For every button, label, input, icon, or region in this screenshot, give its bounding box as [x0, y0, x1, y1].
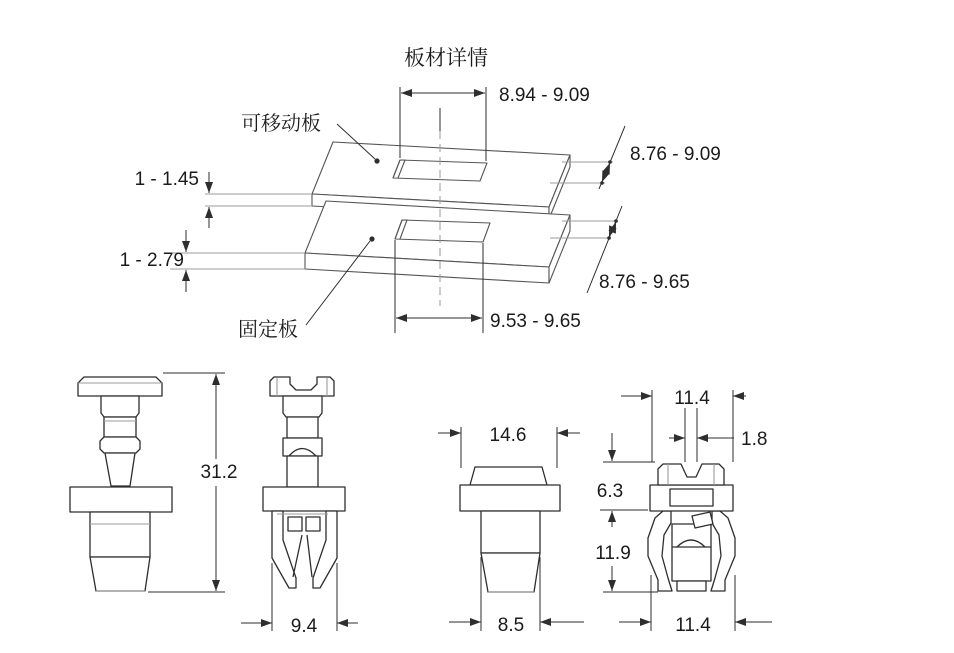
- grommet-body: [481, 511, 540, 553]
- pin-flange: [263, 487, 345, 511]
- fastener-clip-view: [595, 388, 772, 636]
- dim-overall-height: [148, 373, 237, 592]
- pin-mid-section: [104, 417, 136, 437]
- clip-leg-left: [648, 511, 672, 591]
- dim-label: 14.6: [489, 425, 527, 446]
- pin-lower-body: [287, 456, 318, 487]
- dim-label: 8.94 - 9.09: [499, 85, 590, 106]
- leg-inner-edge: [307, 535, 312, 577]
- dim-clip-top-width: [621, 388, 746, 462]
- dim-label: 6.3: [596, 481, 624, 502]
- dim-label: 1 - 2.79: [119, 250, 184, 271]
- pin-ring: [283, 438, 322, 456]
- leader-dot: [369, 236, 374, 241]
- dimension-arrow: [602, 172, 606, 182]
- panel-detail-drawing: [120, 47, 721, 341]
- fastener-side-view: [241, 377, 358, 637]
- clip-bottom-bar: [677, 581, 706, 591]
- pin-slotted-head: [270, 377, 334, 396]
- dim-label: 1.8: [741, 429, 768, 450]
- dim-movable-plate-width: [550, 126, 721, 189]
- leader-dot: [374, 158, 379, 163]
- fixed-plate-label: 固定板: [238, 319, 298, 341]
- movable-plate-label: 可移动板: [241, 113, 321, 135]
- dim-flange-width: [438, 425, 580, 468]
- dim-label: 1 - 1.45: [134, 169, 199, 190]
- dimension-dot: [608, 160, 612, 164]
- grommet-flange: [460, 485, 560, 511]
- clip-flange-window: [670, 489, 713, 506]
- grommet-foot: [481, 553, 540, 592]
- pin-mid-section: [287, 417, 318, 438]
- fastener-front-view: [70, 373, 237, 592]
- dim-leg-span: [241, 563, 358, 637]
- dim-label: 11.9: [595, 543, 631, 564]
- fixed-plate-hole: [395, 220, 490, 242]
- dim-clip-head-height: [597, 433, 655, 527]
- clip-window-left: [288, 517, 302, 531]
- dimension-arrow: [606, 163, 610, 173]
- dim-label: 9.4: [290, 616, 318, 637]
- dim-label: 11.4: [674, 388, 710, 409]
- fastener-grommet-view: [438, 425, 584, 636]
- dim-label: 31.2: [200, 462, 238, 483]
- dimension-dot: [607, 236, 611, 240]
- pin-neck: [283, 396, 322, 417]
- dim-clip-slot-width: [669, 408, 767, 462]
- panel-detail-title: 板材详情: [404, 47, 488, 70]
- clip-window-right: [306, 517, 320, 531]
- pin-cone: [105, 453, 135, 486]
- dim-movable-plate-thickness: [135, 169, 312, 228]
- pin-neck: [101, 396, 139, 417]
- leg-inner-edge: [293, 535, 302, 577]
- clip-leg-right: [711, 511, 735, 591]
- pin-head: [78, 377, 162, 396]
- dim-label: 8.76 - 9.65: [599, 272, 690, 293]
- dim-fixed-plate-thickness: [120, 230, 305, 292]
- pin-foot: [90, 557, 150, 591]
- dim-label: 11.4: [675, 615, 711, 636]
- grommet-dome: [470, 467, 547, 485]
- dim-fixed-plate-width: [550, 206, 690, 293]
- dim-label: 8.76 - 9.09: [630, 144, 721, 165]
- dim-label: 9.53 - 9.65: [490, 311, 581, 332]
- dim-label: 8.5: [497, 615, 525, 636]
- pin-ring: [100, 437, 140, 453]
- fixed-plate: [305, 201, 570, 283]
- dimension-dot: [614, 219, 618, 223]
- dimension-dot: [600, 181, 604, 185]
- pin-flange: [70, 487, 172, 512]
- pin-body: [90, 512, 150, 557]
- clip-center-body: [672, 524, 711, 581]
